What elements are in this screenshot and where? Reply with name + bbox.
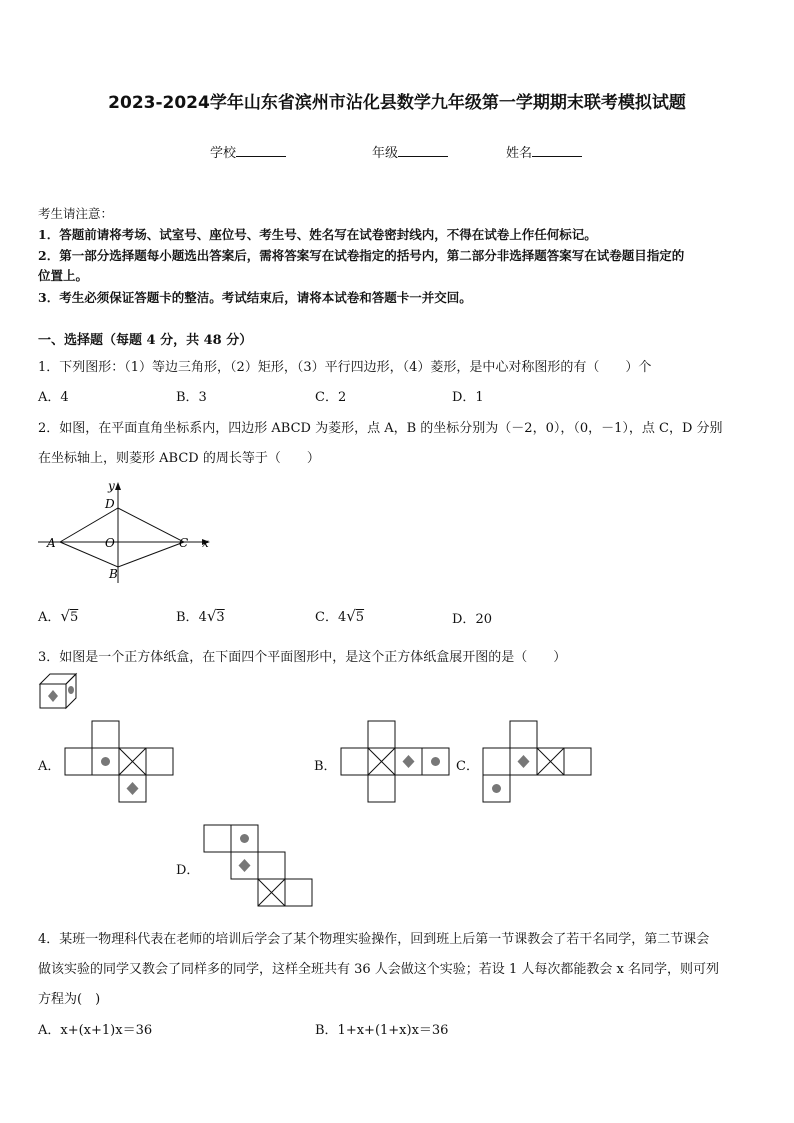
q3-option-b-label: B． <box>314 759 337 774</box>
school-field <box>210 142 286 161</box>
y-axis-arrow <box>115 482 121 490</box>
question-2-line-1: 2．如图，在平面直角坐标系内，四边形 ABCD 为菱形，点 A，B 的坐标分别为（－2，0），（0，－1），点 C，D 分别 <box>38 421 723 436</box>
grade-label: 年级 <box>372 146 399 161</box>
q2-option-d: D．20 <box>452 612 492 627</box>
question-4-line-1: 4．某班一物理科代表在老师的培训后学会了某个物理实验操作，回到班上后第一节课教会了若干名同学，第二节课会 <box>38 932 710 947</box>
diamond-icon <box>127 782 139 795</box>
rhombus-figure <box>38 478 218 586</box>
net-a <box>64 720 178 804</box>
dot-icon <box>240 834 249 843</box>
notice-item-1: 1．答题前请将考场、试室号、座位号、考生号、姓名写在试卷密封线内，不得在试卷上作任何标记。 <box>38 227 597 242</box>
q1-option-b: B．3 <box>176 390 207 405</box>
dot-icon <box>68 686 74 694</box>
q3-option-d-label: D． <box>176 863 200 878</box>
page-title: 2023-2024学年山东省滨州市沾化县数学九年级第一学期期末联考模拟试题 <box>108 93 686 113</box>
label-c: C <box>179 536 189 550</box>
q2-option-a: A．√5 <box>38 607 79 625</box>
diamond-icon <box>239 859 251 872</box>
q1-option-a: A．4 <box>38 390 69 405</box>
notice-item-3: 3．考生必须保证答题卡的整洁。考试结束后，请将本试卷和答题卡一并交回。 <box>38 290 472 305</box>
label-x: x <box>202 536 209 550</box>
name-field <box>506 142 582 161</box>
q4-option-a: A．x+(x+1)x＝36 <box>38 1023 153 1038</box>
dot-icon <box>101 757 110 766</box>
rhombus-abcd <box>60 508 184 567</box>
label-o: O <box>105 536 115 550</box>
question-1: 1．下列图形：（1）等边三角形，（2）矩形，（3）平行四边形，（4）菱形，是中心对称图形的有（ ）个 <box>38 360 652 375</box>
q2-option-b: B．4√3 <box>176 607 225 625</box>
label-y: y <box>108 479 115 493</box>
school-label: 学校 <box>210 146 237 161</box>
q2-option-c: C．4√5 <box>315 607 365 625</box>
notice-item-2: 2．第一部分选择题每小题选出答案后，需将答案写在试卷指定的括号内，第二部分非选择题答案写在试卷题目指定的 <box>38 248 685 263</box>
name-label: 姓名 <box>506 146 533 161</box>
label-a: A <box>47 536 56 550</box>
diamond-icon <box>403 755 415 768</box>
notice-heading: 考生请注意： <box>38 206 114 221</box>
diamond-icon <box>518 755 530 768</box>
q3-option-a-label: A． <box>38 759 61 774</box>
dot-icon <box>431 757 440 766</box>
q1-option-c: C．2 <box>315 390 347 405</box>
question-3: 3．如图是一个正方体纸盒，在下面四个平面图形中，是这个正方体纸盒展开图的是（ ） <box>38 650 567 665</box>
label-d: D <box>105 497 115 511</box>
cube-figure <box>38 672 80 710</box>
section-heading: 一、选择题（每题 4 分，共 48 分） <box>38 333 253 348</box>
q4-option-b: B．1+x+(1+x)x＝36 <box>315 1023 449 1038</box>
name-blank <box>532 144 582 157</box>
q3-option-c-label: C． <box>456 759 479 774</box>
q1-option-d: D．1 <box>452 390 484 405</box>
net-d <box>203 824 317 908</box>
net-c <box>482 720 596 804</box>
notice-item-2-cont: 位置上。 <box>38 268 89 283</box>
diamond-icon <box>48 690 58 702</box>
grade-field <box>372 142 448 161</box>
question-4-line-2: 做该实验的同学又教会了同样多的同学，这样全班共有 36 人会做这个实验；若设 1 人每次都能教会 x 名同学，则可列 <box>38 962 719 977</box>
question-4-line-3: 方程为( ) <box>38 992 101 1007</box>
school-blank <box>236 144 286 157</box>
net-b <box>340 720 454 804</box>
dot-icon <box>492 784 501 793</box>
grade-blank <box>398 144 448 157</box>
question-2-line-2: 在坐标轴上，则菱形 ABCD 的周长等于（ ） <box>38 451 320 466</box>
label-b: B <box>109 567 118 581</box>
